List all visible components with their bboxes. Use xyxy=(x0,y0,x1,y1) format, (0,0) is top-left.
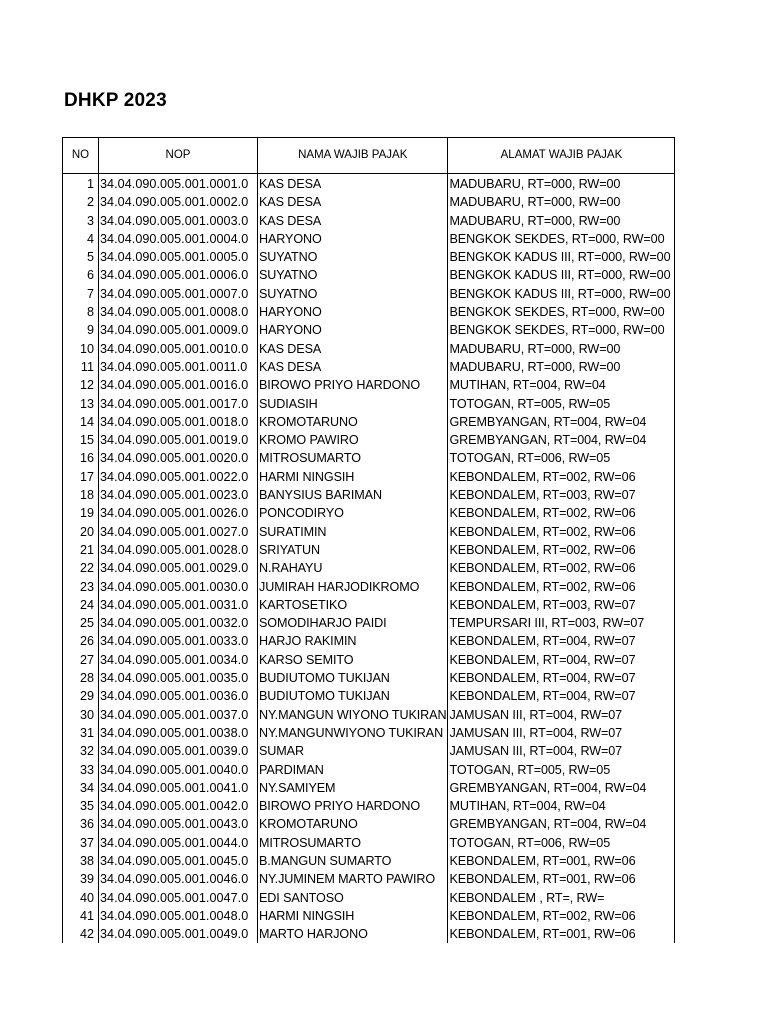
cell-no: 11 xyxy=(63,358,99,376)
cell-alamat-wajib-pajak: GREMBYANGAN, RT=004, RW=04 xyxy=(448,431,675,449)
table-row xyxy=(63,596,675,614)
table-row xyxy=(63,468,675,486)
cell-nama-wajib-pajak: BANYSIUS BARIMAN xyxy=(258,486,448,504)
cell-nop: 34.04.090.005.001.0033.0 xyxy=(99,632,258,650)
table-row xyxy=(63,358,675,376)
table-row xyxy=(63,815,675,833)
cell-nama-wajib-pajak: KROMOTARUNO xyxy=(258,815,448,833)
cell-nop: 34.04.090.005.001.0018.0 xyxy=(99,413,258,431)
table-row xyxy=(63,651,675,669)
cell-no: 35 xyxy=(63,797,99,815)
cell-no: 8 xyxy=(63,303,99,321)
table-row xyxy=(63,395,675,413)
cell-no: 18 xyxy=(63,486,99,504)
cell-nop: 34.04.090.005.001.0004.0 xyxy=(99,230,258,248)
cell-nop: 34.04.090.005.001.0022.0 xyxy=(99,468,258,486)
cell-no: 16 xyxy=(63,449,99,467)
cell-nop: 34.04.090.005.001.0041.0 xyxy=(99,779,258,797)
cell-no: 12 xyxy=(63,376,99,394)
cell-nama-wajib-pajak: JUMIRAH HARJODIKROMO xyxy=(258,578,448,596)
cell-alamat-wajib-pajak: KEBONDALEM, RT=002, RW=06 xyxy=(448,559,675,577)
cell-no: 32 xyxy=(63,742,99,760)
table-header-row xyxy=(63,138,675,174)
cell-nop: 34.04.090.005.001.0031.0 xyxy=(99,596,258,614)
cell-alamat-wajib-pajak: KEBONDALEM, RT=003, RW=07 xyxy=(448,486,675,504)
cell-nop: 34.04.090.005.001.0028.0 xyxy=(99,541,258,559)
cell-nop: 34.04.090.005.001.0042.0 xyxy=(99,797,258,815)
cell-nama-wajib-pajak: HARMI NINGSIH xyxy=(258,468,448,486)
cell-nama-wajib-pajak: BUDIUTOMO TUKIJAN xyxy=(258,687,448,705)
cell-no: 36 xyxy=(63,815,99,833)
table-row xyxy=(63,907,675,925)
cell-alamat-wajib-pajak: KEBONDALEM, RT=002, RW=06 xyxy=(448,578,675,596)
cell-no: 24 xyxy=(63,596,99,614)
cell-nama-wajib-pajak: KAS DESA xyxy=(258,340,448,358)
cell-nop: 34.04.090.005.001.0010.0 xyxy=(99,340,258,358)
cell-no: 20 xyxy=(63,523,99,541)
cell-nama-wajib-pajak: SUMAR xyxy=(258,742,448,760)
cell-alamat-wajib-pajak: KEBONDALEM, RT=001, RW=06 xyxy=(448,870,675,888)
cell-alamat-wajib-pajak: BENGKOK KADUS III, RT=000, RW=00 xyxy=(448,248,675,266)
cell-no: 1 xyxy=(63,174,99,194)
cell-nop: 34.04.090.005.001.0040.0 xyxy=(99,761,258,779)
cell-alamat-wajib-pajak: KEBONDALEM, RT=001, RW=06 xyxy=(448,925,675,943)
cell-nop: 34.04.090.005.001.0047.0 xyxy=(99,889,258,907)
table-row xyxy=(63,248,675,266)
cell-nop: 34.04.090.005.001.0049.0 xyxy=(99,925,258,943)
cell-nama-wajib-pajak: SRIYATUN xyxy=(258,541,448,559)
cell-nop: 34.04.090.005.001.0045.0 xyxy=(99,852,258,870)
cell-no: 31 xyxy=(63,724,99,742)
cell-nop: 34.04.090.005.001.0039.0 xyxy=(99,742,258,760)
header-nop: NOP xyxy=(99,138,258,174)
cell-no: 9 xyxy=(63,321,99,339)
cell-alamat-wajib-pajak: TOTOGAN, RT=005, RW=05 xyxy=(448,395,675,413)
table-row xyxy=(63,797,675,815)
cell-nop: 34.04.090.005.001.0034.0 xyxy=(99,651,258,669)
table-row xyxy=(63,632,675,650)
cell-no: 41 xyxy=(63,907,99,925)
cell-alamat-wajib-pajak: KEBONDALEM, RT=002, RW=06 xyxy=(448,523,675,541)
table-row xyxy=(63,761,675,779)
table-row xyxy=(63,174,675,194)
cell-nama-wajib-pajak: BIROWO PRIYO HARDONO xyxy=(258,376,448,394)
cell-no: 2 xyxy=(63,193,99,211)
cell-nop: 34.04.090.005.001.0005.0 xyxy=(99,248,258,266)
cell-nop: 34.04.090.005.001.0019.0 xyxy=(99,431,258,449)
table-row xyxy=(63,449,675,467)
cell-alamat-wajib-pajak: BENGKOK KADUS III, RT=000, RW=00 xyxy=(448,266,675,284)
cell-alamat-wajib-pajak: TOTOGAN, RT=006, RW=05 xyxy=(448,449,675,467)
cell-no: 19 xyxy=(63,504,99,522)
cell-nama-wajib-pajak: KAS DESA xyxy=(258,193,448,211)
cell-no: 3 xyxy=(63,212,99,230)
tax-register-table xyxy=(62,137,675,943)
cell-alamat-wajib-pajak: BENGKOK KADUS III, RT=000, RW=00 xyxy=(448,285,675,303)
table-row xyxy=(63,559,675,577)
cell-nop: 34.04.090.005.001.0009.0 xyxy=(99,321,258,339)
cell-nama-wajib-pajak: SUDIASIH xyxy=(258,395,448,413)
cell-no: 17 xyxy=(63,468,99,486)
cell-alamat-wajib-pajak: MADUBARU, RT=000, RW=00 xyxy=(448,193,675,211)
cell-alamat-wajib-pajak: MADUBARU, RT=000, RW=00 xyxy=(448,174,675,194)
cell-alamat-wajib-pajak: KEBONDALEM, RT=002, RW=06 xyxy=(448,907,675,925)
cell-nama-wajib-pajak: KARSO SEMITO xyxy=(258,651,448,669)
cell-alamat-wajib-pajak: KEBONDALEM, RT=002, RW=06 xyxy=(448,468,675,486)
cell-no: 7 xyxy=(63,285,99,303)
cell-alamat-wajib-pajak: KEBONDALEM, RT=004, RW=07 xyxy=(448,669,675,687)
cell-no: 14 xyxy=(63,413,99,431)
document-title: DHKP 2023 xyxy=(64,90,167,111)
cell-nama-wajib-pajak: KROMOTARUNO xyxy=(258,413,448,431)
cell-alamat-wajib-pajak: KEBONDALEM, RT=004, RW=07 xyxy=(448,632,675,650)
cell-alamat-wajib-pajak: GREMBYANGAN, RT=004, RW=04 xyxy=(448,815,675,833)
cell-nop: 34.04.090.005.001.0008.0 xyxy=(99,303,258,321)
cell-no: 13 xyxy=(63,395,99,413)
cell-alamat-wajib-pajak: JAMUSAN III, RT=004, RW=07 xyxy=(448,724,675,742)
cell-nama-wajib-pajak: PONCODIRYO xyxy=(258,504,448,522)
cell-alamat-wajib-pajak: GREMBYANGAN, RT=004, RW=04 xyxy=(448,413,675,431)
cell-no: 42 xyxy=(63,925,99,943)
cell-nama-wajib-pajak: SUYATNO xyxy=(258,266,448,284)
cell-nama-wajib-pajak: SUYATNO xyxy=(258,285,448,303)
cell-alamat-wajib-pajak: BENGKOK SEKDES, RT=000, RW=00 xyxy=(448,321,675,339)
header-nama-wajib-pajak: NAMA WAJIB PAJAK xyxy=(258,138,448,174)
cell-alamat-wajib-pajak: TOTOGAN, RT=005, RW=05 xyxy=(448,761,675,779)
cell-nama-wajib-pajak: BUDIUTOMO TUKIJAN xyxy=(258,669,448,687)
cell-nama-wajib-pajak: KROMO PAWIRO xyxy=(258,431,448,449)
cell-alamat-wajib-pajak: BENGKOK SEKDES, RT=000, RW=00 xyxy=(448,230,675,248)
table-row xyxy=(63,852,675,870)
table-row xyxy=(63,669,675,687)
table-row xyxy=(63,541,675,559)
cell-no: 15 xyxy=(63,431,99,449)
cell-nama-wajib-pajak: SURATIMIN xyxy=(258,523,448,541)
cell-no: 26 xyxy=(63,632,99,650)
table-row xyxy=(63,413,675,431)
table-row xyxy=(63,504,675,522)
cell-no: 33 xyxy=(63,761,99,779)
cell-no: 22 xyxy=(63,559,99,577)
cell-no: 29 xyxy=(63,687,99,705)
table-row xyxy=(63,834,675,852)
cell-no: 34 xyxy=(63,779,99,797)
cell-nama-wajib-pajak: NY.MANGUN WIYONO TUKIRAN xyxy=(258,706,448,724)
table-row xyxy=(63,285,675,303)
cell-nama-wajib-pajak: SOMODIHARJO PAIDI xyxy=(258,614,448,632)
table-row xyxy=(63,687,675,705)
cell-no: 30 xyxy=(63,706,99,724)
cell-nop: 34.04.090.005.001.0037.0 xyxy=(99,706,258,724)
cell-alamat-wajib-pajak: TOTOGAN, RT=006, RW=05 xyxy=(448,834,675,852)
cell-alamat-wajib-pajak: TEMPURSARI III, RT=003, RW=07 xyxy=(448,614,675,632)
table-row xyxy=(63,706,675,724)
cell-no: 23 xyxy=(63,578,99,596)
cell-alamat-wajib-pajak: GREMBYANGAN, RT=004, RW=04 xyxy=(448,779,675,797)
cell-no: 27 xyxy=(63,651,99,669)
cell-nop: 34.04.090.005.001.0006.0 xyxy=(99,266,258,284)
cell-no: 28 xyxy=(63,669,99,687)
cell-no: 10 xyxy=(63,340,99,358)
cell-nama-wajib-pajak: MITROSUMARTO xyxy=(258,449,448,467)
cell-alamat-wajib-pajak: MADUBARU, RT=000, RW=00 xyxy=(448,212,675,230)
cell-nop: 34.04.090.005.001.0035.0 xyxy=(99,669,258,687)
table-row xyxy=(63,742,675,760)
cell-nop: 34.04.090.005.001.0016.0 xyxy=(99,376,258,394)
cell-nama-wajib-pajak: HARJO RAKIMIN xyxy=(258,632,448,650)
cell-alamat-wajib-pajak: BENGKOK SEKDES, RT=000, RW=00 xyxy=(448,303,675,321)
cell-nama-wajib-pajak: KAS DESA xyxy=(258,174,448,194)
cell-nop: 34.04.090.005.001.0048.0 xyxy=(99,907,258,925)
table-row xyxy=(63,724,675,742)
table-row xyxy=(63,486,675,504)
cell-no: 38 xyxy=(63,852,99,870)
cell-nama-wajib-pajak: HARYONO xyxy=(258,230,448,248)
cell-nop: 34.04.090.005.001.0002.0 xyxy=(99,193,258,211)
table-row xyxy=(63,303,675,321)
table-row xyxy=(63,431,675,449)
table-body xyxy=(63,174,675,944)
cell-nama-wajib-pajak: NY.JUMINEM MARTO PAWIRO xyxy=(258,870,448,888)
cell-nama-wajib-pajak: HARMI NINGSIH xyxy=(258,907,448,925)
cell-alamat-wajib-pajak: KEBONDALEM, RT=002, RW=06 xyxy=(448,504,675,522)
cell-alamat-wajib-pajak: KEBONDALEM, RT=001, RW=06 xyxy=(448,852,675,870)
table-row xyxy=(63,376,675,394)
cell-nop: 34.04.090.005.001.0023.0 xyxy=(99,486,258,504)
cell-alamat-wajib-pajak: MADUBARU, RT=000, RW=00 xyxy=(448,358,675,376)
cell-nop: 34.04.090.005.001.0001.0 xyxy=(99,174,258,194)
cell-nop: 34.04.090.005.001.0011.0 xyxy=(99,358,258,376)
cell-nop: 34.04.090.005.001.0032.0 xyxy=(99,614,258,632)
cell-nama-wajib-pajak: HARYONO xyxy=(258,303,448,321)
cell-nama-wajib-pajak: PARDIMAN xyxy=(258,761,448,779)
cell-nama-wajib-pajak: N.RAHAYU xyxy=(258,559,448,577)
cell-alamat-wajib-pajak: KEBONDALEM, RT=003, RW=07 xyxy=(448,596,675,614)
table-row xyxy=(63,193,675,211)
cell-nama-wajib-pajak: NY.SAMIYEM xyxy=(258,779,448,797)
cell-nama-wajib-pajak: KAS DESA xyxy=(258,212,448,230)
cell-nop: 34.04.090.005.001.0027.0 xyxy=(99,523,258,541)
cell-alamat-wajib-pajak: KEBONDALEM, RT=004, RW=07 xyxy=(448,687,675,705)
cell-nama-wajib-pajak: MITROSUMARTO xyxy=(258,834,448,852)
cell-no: 6 xyxy=(63,266,99,284)
cell-nop: 34.04.090.005.001.0043.0 xyxy=(99,815,258,833)
cell-nama-wajib-pajak: B.MANGUN SUMARTO xyxy=(258,852,448,870)
cell-alamat-wajib-pajak: MUTIHAN, RT=004, RW=04 xyxy=(448,376,675,394)
cell-no: 39 xyxy=(63,870,99,888)
cell-no: 25 xyxy=(63,614,99,632)
cell-nop: 34.04.090.005.001.0029.0 xyxy=(99,559,258,577)
cell-nop: 34.04.090.005.001.0020.0 xyxy=(99,449,258,467)
cell-nop: 34.04.090.005.001.0026.0 xyxy=(99,504,258,522)
cell-no: 37 xyxy=(63,834,99,852)
cell-alamat-wajib-pajak: KEBONDALEM, RT=004, RW=07 xyxy=(448,651,675,669)
cell-nop: 34.04.090.005.001.0036.0 xyxy=(99,687,258,705)
cell-alamat-wajib-pajak: JAMUSAN III, RT=004, RW=07 xyxy=(448,742,675,760)
cell-no: 21 xyxy=(63,541,99,559)
header-no: NO xyxy=(63,138,99,174)
cell-nop: 34.04.090.005.001.0044.0 xyxy=(99,834,258,852)
cell-nop: 34.04.090.005.001.0030.0 xyxy=(99,578,258,596)
table-row xyxy=(63,889,675,907)
table-row xyxy=(63,578,675,596)
cell-alamat-wajib-pajak: MUTIHAN, RT=004, RW=04 xyxy=(448,797,675,815)
table-row xyxy=(63,230,675,248)
header-alamat-wajib-pajak: ALAMAT WAJIB PAJAK xyxy=(448,138,675,174)
cell-nop: 34.04.090.005.001.0046.0 xyxy=(99,870,258,888)
cell-alamat-wajib-pajak: JAMUSAN III, RT=004, RW=07 xyxy=(448,706,675,724)
cell-nop: 34.04.090.005.001.0017.0 xyxy=(99,395,258,413)
cell-nama-wajib-pajak: KAS DESA xyxy=(258,358,448,376)
cell-nama-wajib-pajak: SUYATNO xyxy=(258,248,448,266)
cell-alamat-wajib-pajak: MADUBARU, RT=000, RW=00 xyxy=(448,340,675,358)
table-row xyxy=(63,523,675,541)
table-row xyxy=(63,321,675,339)
cell-nama-wajib-pajak: NY.MANGUNWIYONO TUKIRAN xyxy=(258,724,448,742)
cell-alamat-wajib-pajak: KEBONDALEM, RT=002, RW=06 xyxy=(448,541,675,559)
table-row xyxy=(63,340,675,358)
cell-no: 5 xyxy=(63,248,99,266)
cell-alamat-wajib-pajak: KEBONDALEM , RT=, RW= xyxy=(448,889,675,907)
cell-nama-wajib-pajak: KARTOSETIKO xyxy=(258,596,448,614)
table-row xyxy=(63,266,675,284)
table-row xyxy=(63,212,675,230)
cell-nama-wajib-pajak: MARTO HARJONO xyxy=(258,925,448,943)
cell-nama-wajib-pajak: HARYONO xyxy=(258,321,448,339)
table-row xyxy=(63,779,675,797)
cell-nama-wajib-pajak: EDI SANTOSO xyxy=(258,889,448,907)
cell-no: 40 xyxy=(63,889,99,907)
cell-nop: 34.04.090.005.001.0038.0 xyxy=(99,724,258,742)
table-row xyxy=(63,870,675,888)
cell-nop: 34.04.090.005.001.0003.0 xyxy=(99,212,258,230)
cell-no: 4 xyxy=(63,230,99,248)
table-row xyxy=(63,925,675,943)
cell-nop: 34.04.090.005.001.0007.0 xyxy=(99,285,258,303)
cell-nama-wajib-pajak: BIROWO PRIYO HARDONO xyxy=(258,797,448,815)
table-row xyxy=(63,614,675,632)
